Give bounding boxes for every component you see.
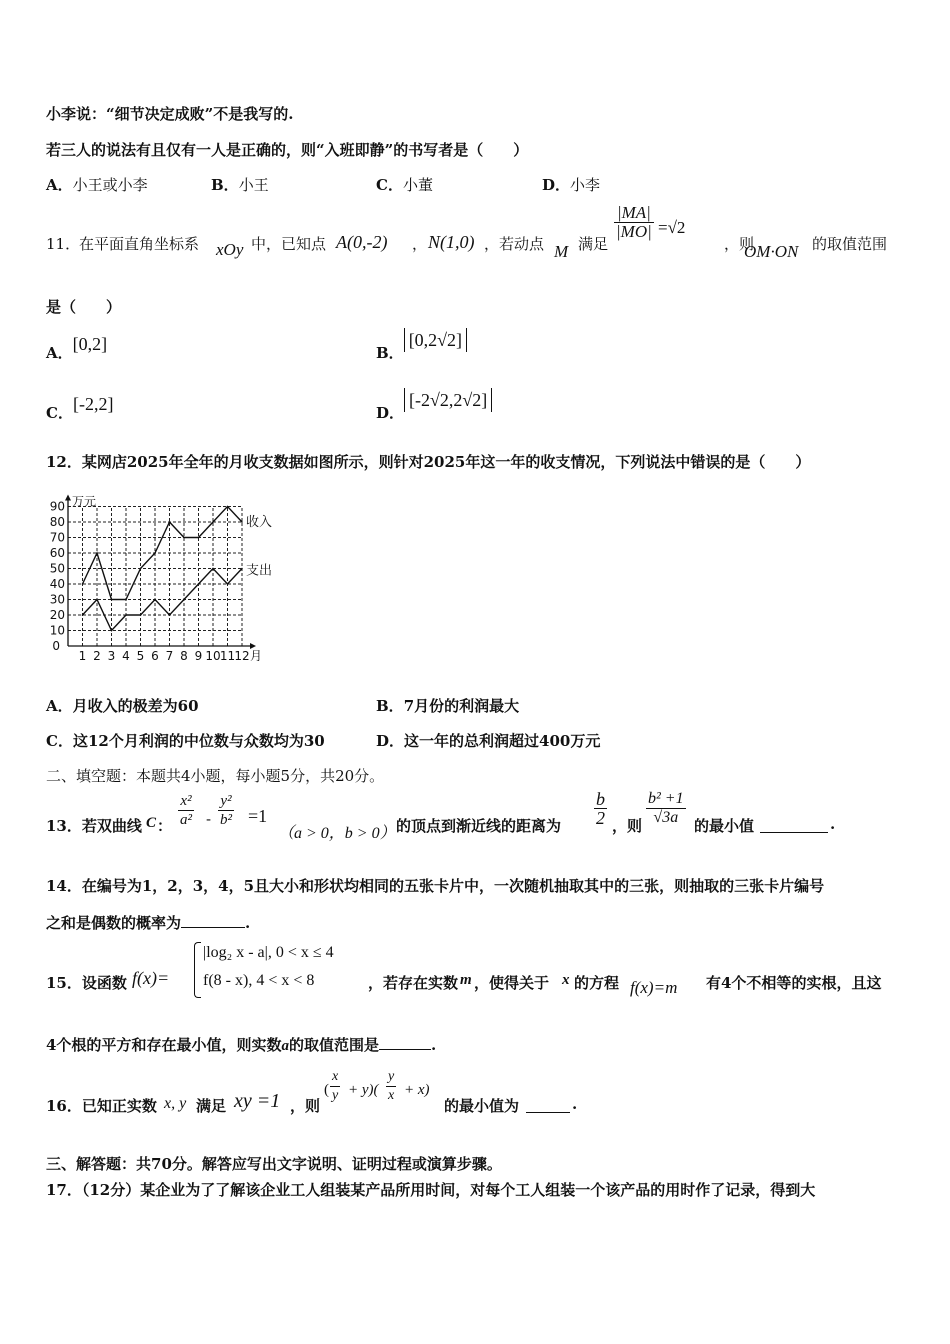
x-tick-label: 7 bbox=[165, 649, 174, 662]
income-point bbox=[154, 552, 156, 554]
q14-answer-blank[interactable] bbox=[181, 913, 245, 928]
expense-point bbox=[198, 583, 200, 585]
x-tick-label: 5 bbox=[136, 649, 145, 662]
question-12-stem: 12．某网店2025年全年的月收支数据如图所示，则针对2025年这一年的收支情况，下列说法中错误的是（ ） bbox=[46, 453, 811, 471]
q11-ratio-fraction: $\frac{|MA|}{|MO|}$ bbox=[616, 203, 652, 241]
y-tick-label: 40 bbox=[49, 577, 65, 591]
x-axis-title: 月 bbox=[250, 649, 263, 662]
y-tick-label: 30 bbox=[49, 592, 65, 607]
y-tick-label: 80 bbox=[49, 515, 65, 529]
q13-frac-x: $\frac{\text{x²}}{\text{a²}}$ bbox=[180, 793, 192, 828]
q13-frac-y: $\frac{\text{y²}}{\text{b²}}$ bbox=[220, 793, 232, 828]
question-15-stem-cont: 4个根的平方和存在最小值，则实数a的取值范围是 . bbox=[46, 1036, 437, 1054]
q16-answer-blank[interactable] bbox=[526, 1098, 570, 1113]
q11-option-d[interactable]: D．[-2√2,2√2] bbox=[376, 390, 492, 411]
expense-point bbox=[82, 614, 84, 616]
x-tick-label: 2 bbox=[93, 649, 101, 662]
q12-option-b[interactable]: B．7月份的利润最大 bbox=[376, 697, 520, 715]
section-3-heading: 三、解答题：共70分。解答应写出文字说明、证明过程或演算步骤。 bbox=[46, 1155, 502, 1173]
income-point bbox=[227, 506, 229, 508]
question-17-stem: 17．（12分）某企业为了了解该企业工人组装某产品所用时间，对每个工人组装一个该产品的用时作了记录，得到大 bbox=[46, 1181, 816, 1199]
q16-frac-x-over-y: $\frac{x}{y}$ bbox=[332, 1069, 339, 1103]
q13-distance-fraction: $\frac{b}{2}$ bbox=[596, 789, 605, 828]
q10-option-c[interactable]: C．小董 bbox=[376, 176, 433, 194]
y-tick-label: 60 bbox=[49, 546, 65, 560]
q13-answer-blank[interactable] bbox=[760, 818, 828, 833]
income-series-label: 收入 bbox=[246, 515, 273, 530]
income-point bbox=[241, 521, 243, 523]
income-expense-chart bbox=[40, 482, 290, 662]
q10-option-d[interactable]: D．小李 bbox=[542, 176, 601, 194]
expense-point bbox=[169, 614, 171, 616]
q11-option-b[interactable]: B．[0,2√2] bbox=[376, 330, 467, 351]
income-point bbox=[198, 537, 200, 539]
expense-point bbox=[140, 614, 142, 616]
income-point bbox=[183, 537, 185, 539]
q10-option-b[interactable]: B．小王 bbox=[211, 176, 269, 194]
x-tick-label: 1 bbox=[78, 649, 87, 662]
question-16-stem: 16．已知正实数 x, y 满足 xy =1 ，则 ( $\frac{x}{y}$ + y)( $\frac{y}{x}$ + x) 的最小值为 . bbox=[46, 1069, 578, 1115]
x-tick-label: 12 bbox=[234, 649, 250, 662]
income-point bbox=[125, 599, 127, 601]
question-11-stem-cont: 是（ ） bbox=[46, 298, 122, 316]
expense-point bbox=[183, 599, 185, 601]
income-point bbox=[111, 599, 113, 601]
x-tick-label: 11 bbox=[219, 649, 236, 662]
q16-frac-y-over-x: $\frac{y}{x}$ bbox=[388, 1069, 395, 1103]
question-13-stem: 13．若双曲线 C ： $\frac{\text{x²}}{\text{a²}}$ - $\frac{\text{y²}}{\text{b²}}$ =1 （a > 0，b > 0） 的顶点到渐近线的距离为 $\frac{b}{2}$ ，则 $\frac{\text{b² +1}}{√3a}$ 的最小值 . bbox=[46, 789, 836, 842]
q11-option-a[interactable]: A．[0,2] bbox=[46, 334, 108, 362]
q12-option-d[interactable]: D．这一年的总利润超过400万元 bbox=[376, 732, 601, 750]
y-tick-label: 10 bbox=[49, 623, 65, 638]
y-tick-label: 90 bbox=[49, 499, 65, 514]
income-point bbox=[169, 521, 171, 523]
question-14-stem: 14．在编号为1，2，3，4，5且大小和形状均相同的五张卡片中，一次随机抽取其中的三张，则抽取的三张卡片编号 bbox=[46, 877, 825, 895]
expense-point bbox=[125, 614, 127, 616]
expense-point bbox=[227, 583, 229, 585]
income-point bbox=[212, 521, 214, 523]
x-tick-label: 6 bbox=[151, 649, 159, 662]
y-axis-title: 万元 bbox=[72, 494, 97, 509]
q12-option-a[interactable]: A．月收入的极差为60 bbox=[46, 697, 199, 715]
x-tick-label: 10 bbox=[205, 649, 221, 662]
y-axis-arrow bbox=[65, 495, 71, 501]
expense-series-label: 支出 bbox=[246, 563, 273, 579]
y-tick-label: 20 bbox=[49, 608, 65, 622]
expense-point bbox=[111, 630, 113, 632]
question-14-stem-cont: 之和是偶数的概率为 . bbox=[46, 914, 251, 932]
q11-number: 11． bbox=[46, 235, 81, 253]
income-point bbox=[82, 583, 84, 585]
piecewise-brace bbox=[194, 942, 201, 998]
income-point bbox=[96, 552, 98, 554]
q11-option-c[interactable]: C．[-2,2] bbox=[46, 394, 114, 422]
expense-point bbox=[241, 568, 243, 570]
q12-option-c[interactable]: C．这12个月利润的中位数与众数均为30 bbox=[46, 732, 325, 750]
statement-xiaoli: 小李说：“细节决定成败”不是我写的. bbox=[46, 105, 294, 123]
expense-point bbox=[154, 599, 156, 601]
q10-option-a[interactable]: A．小王或小李 bbox=[46, 176, 148, 194]
question-15-stem: 15．设函数 f(x)= |log₂ x - a|, 0 < x ≤ 4 f(8 - x), 4 < x < 8 ，若存在实数 m ，使得关于 x 的方程 f(x)=m 有4个不相等的实根，且这 bbox=[46, 944, 882, 997]
x-tick-label: 4 bbox=[122, 649, 130, 662]
origin-label: 0 bbox=[52, 639, 60, 653]
x-tick-label: 9 bbox=[194, 649, 203, 662]
expense-point bbox=[96, 599, 98, 601]
x-tick-label: 8 bbox=[180, 649, 188, 662]
q15-answer-blank[interactable] bbox=[379, 1035, 431, 1050]
q13-expression-fraction: $\frac{\text{b² +1}}{√3a}$ bbox=[648, 790, 684, 826]
y-tick-label: 70 bbox=[49, 530, 65, 545]
question-10-stem: 若三人的说法有且仅有一人是正确的，则“入班即静”的书写者是（ ） bbox=[46, 141, 529, 159]
x-tick-label: 3 bbox=[107, 649, 116, 662]
income-point bbox=[140, 568, 142, 570]
expense-point bbox=[212, 568, 214, 570]
section-2-heading: 二、填空题：本题共4小题，每小题5分，共20分。 bbox=[46, 767, 385, 785]
y-tick-label: 50 bbox=[49, 561, 65, 576]
